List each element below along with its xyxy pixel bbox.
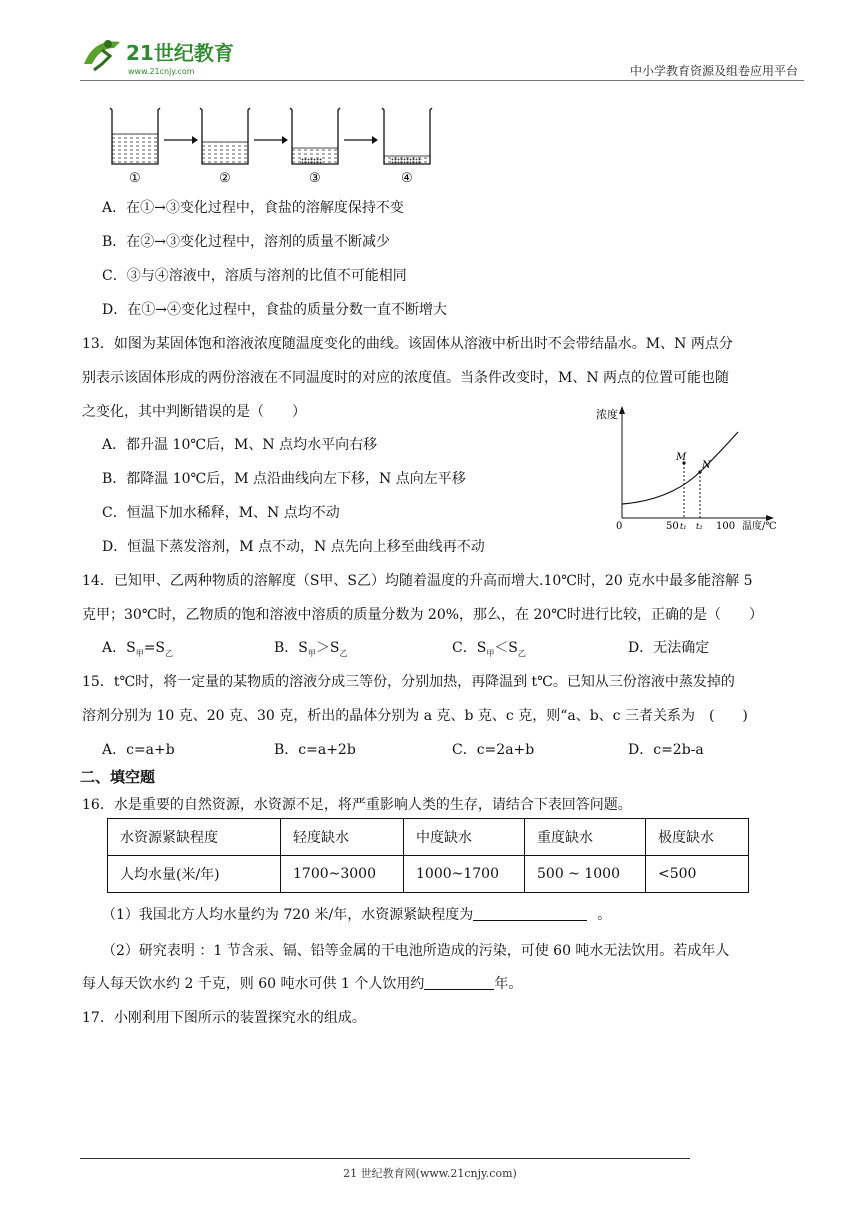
q12-option-d: D．在①→④变化过程中，食盐的质量分数一直不断增大: [102, 302, 447, 318]
graph-tick-t1: t₁: [680, 522, 687, 531]
table-cell: 人均水量(米/年): [108, 856, 281, 893]
q15-option-a: A．c=a+b: [102, 742, 175, 758]
q15-stem-line2: 溶剂分别为 10 克、20 克、30 克，析出的晶体分别为 a 克、b 克、c 克，则“a、b、c 三者关系为 ( ): [82, 708, 748, 724]
q13-stem-line1: 13．如图为某固体饱和溶液浓度随温度变化的曲线。该固体从溶液中析出时不会带结晶水。M、N 两点分: [82, 336, 733, 352]
logo-text: 21世纪教育: [126, 41, 234, 65]
footer-divider: [80, 1158, 690, 1159]
table-cell: 轻度缺水: [281, 819, 404, 856]
q16-part1: （1）我国北方人均水量约为 720 米/年，水资源紧缺程度为 。: [102, 907, 612, 923]
answer-blank-1[interactable]: [473, 906, 587, 921]
q14-stem-line2: 克甲；30℃时，乙物质的饱和溶液中溶质的质量分数为 20%，那么，在 20℃时进行比较，正确的是（ ）: [82, 607, 763, 623]
q14-option-d: D．无法确定: [628, 640, 710, 656]
table-cell: 重度缺水: [525, 819, 646, 856]
graph-tick-50: 50: [666, 521, 679, 532]
table-cell: 1000~1700: [404, 856, 525, 893]
water-table: [107, 818, 749, 893]
q13-option-b: B．都降温 10℃后，M 点沿曲线向左下移，N 点向左平移: [102, 471, 466, 487]
q13-option-d: D．恒温下蒸发溶剂，M 点不动，N 点先向上移至曲线再不动: [102, 539, 485, 555]
table-row: [108, 856, 749, 893]
q13-option-c: C．恒温下加水稀释，M、N 点均不动: [102, 505, 340, 521]
q16-intro: 16．水是重要的自然资源，水资源不足，将严重影响人类的生存，请结合下表回答问题。: [82, 797, 632, 813]
header-divider: [80, 80, 804, 81]
table-cell: <500: [646, 856, 749, 893]
footer-text: 21 世纪教育网(www.21cnjy.com): [343, 1167, 517, 1180]
q13-stem-line2: 别表示该固体形成的两份溶液在不同温度时的对应的浓度值。当条件改变时，M、N 两点的位置可能也随: [82, 370, 730, 386]
q12-option-c: C．③与④溶液中，溶质与溶剂的比值不可能相同: [102, 268, 407, 284]
q12-option-a: A．在①→③变化过程中，食盐的溶解度保持不变: [102, 200, 404, 216]
table-cell: 极度缺水: [646, 819, 749, 856]
q16-part2-line1: （2）研究表明 ：1 节含汞、镉、铅等金属的干电池所造成的污染，可使 60 吨水无法饮用。若成年人: [102, 943, 730, 959]
graph-ylabel: 浓度: [596, 408, 618, 421]
logo: [80, 34, 250, 78]
beaker-label-2: ②: [219, 171, 231, 186]
answer-blank-2[interactable]: [424, 975, 494, 990]
beaker-label-3: ③: [309, 171, 321, 186]
beaker-diagram: [100, 104, 440, 186]
q14-stem-line1: 14．已知甲、乙两种物质的溶解度（S甲、S乙）均随着温度的升高而增大.10℃时，20 克水中最多能溶解 5: [82, 573, 753, 589]
q17-stem: 17．小刚利用下图所示的装置探究水的组成。: [82, 1010, 366, 1026]
q12-option-b: B．在②→③变化过程中，溶剂的质量不断减少: [102, 234, 391, 250]
graph-xlabel: 温度/℃: [742, 521, 777, 532]
graph-origin: 0: [616, 521, 623, 532]
q16-part2-line2: 每人每天饮水约 2 千克，则 60 吨水可供 1 个人饮用约 年。: [82, 976, 523, 992]
header-platform-text: 中小学教育资源及组卷应用平台: [629, 64, 798, 78]
table-cell: 中度缺水: [404, 819, 525, 856]
q15-option-d: D．c=2b-a: [628, 742, 704, 758]
graph-point-m: M: [676, 452, 687, 463]
table-row: [108, 819, 749, 856]
q14-option-b: B．$S_甲>S_乙$: [274, 640, 348, 658]
q13-stem-line3: 之变化，其中判断错误的是（ ）: [82, 404, 306, 420]
graph-point-n: N: [702, 460, 711, 471]
concentration-graph: [592, 398, 792, 534]
q15-option-b: B．c=a+2b: [274, 742, 356, 758]
q14-option-a: A．$S_甲=S_乙$: [102, 640, 174, 658]
q15-stem-line1: 15．t℃时，将一定量的某物质的溶液分成三等份，分别加热，再降温到 t℃。已知从三份溶液中蒸发掉的: [82, 674, 735, 690]
section-title-fill-in: 二、填空题: [80, 768, 156, 786]
graph-tick-t2: t₂: [696, 522, 703, 531]
table-cell: 500 ~ 1000: [525, 856, 646, 893]
logo-url: www.21cnjy.com: [128, 67, 195, 76]
graph-tick-100: 100: [716, 521, 736, 532]
table-cell: 水资源紧缺程度: [108, 819, 281, 856]
q15-option-c: C．c=2a+b: [452, 742, 535, 758]
q13-option-a: A．都升温 10℃后，M、N 点均水平向右移: [102, 437, 378, 453]
beaker-label-1: ①: [129, 171, 141, 186]
q14-option-c: C．$S_甲<S_乙$: [452, 640, 526, 658]
beaker-label-4: ④: [401, 171, 413, 186]
table-cell: 1700~3000: [281, 856, 404, 893]
